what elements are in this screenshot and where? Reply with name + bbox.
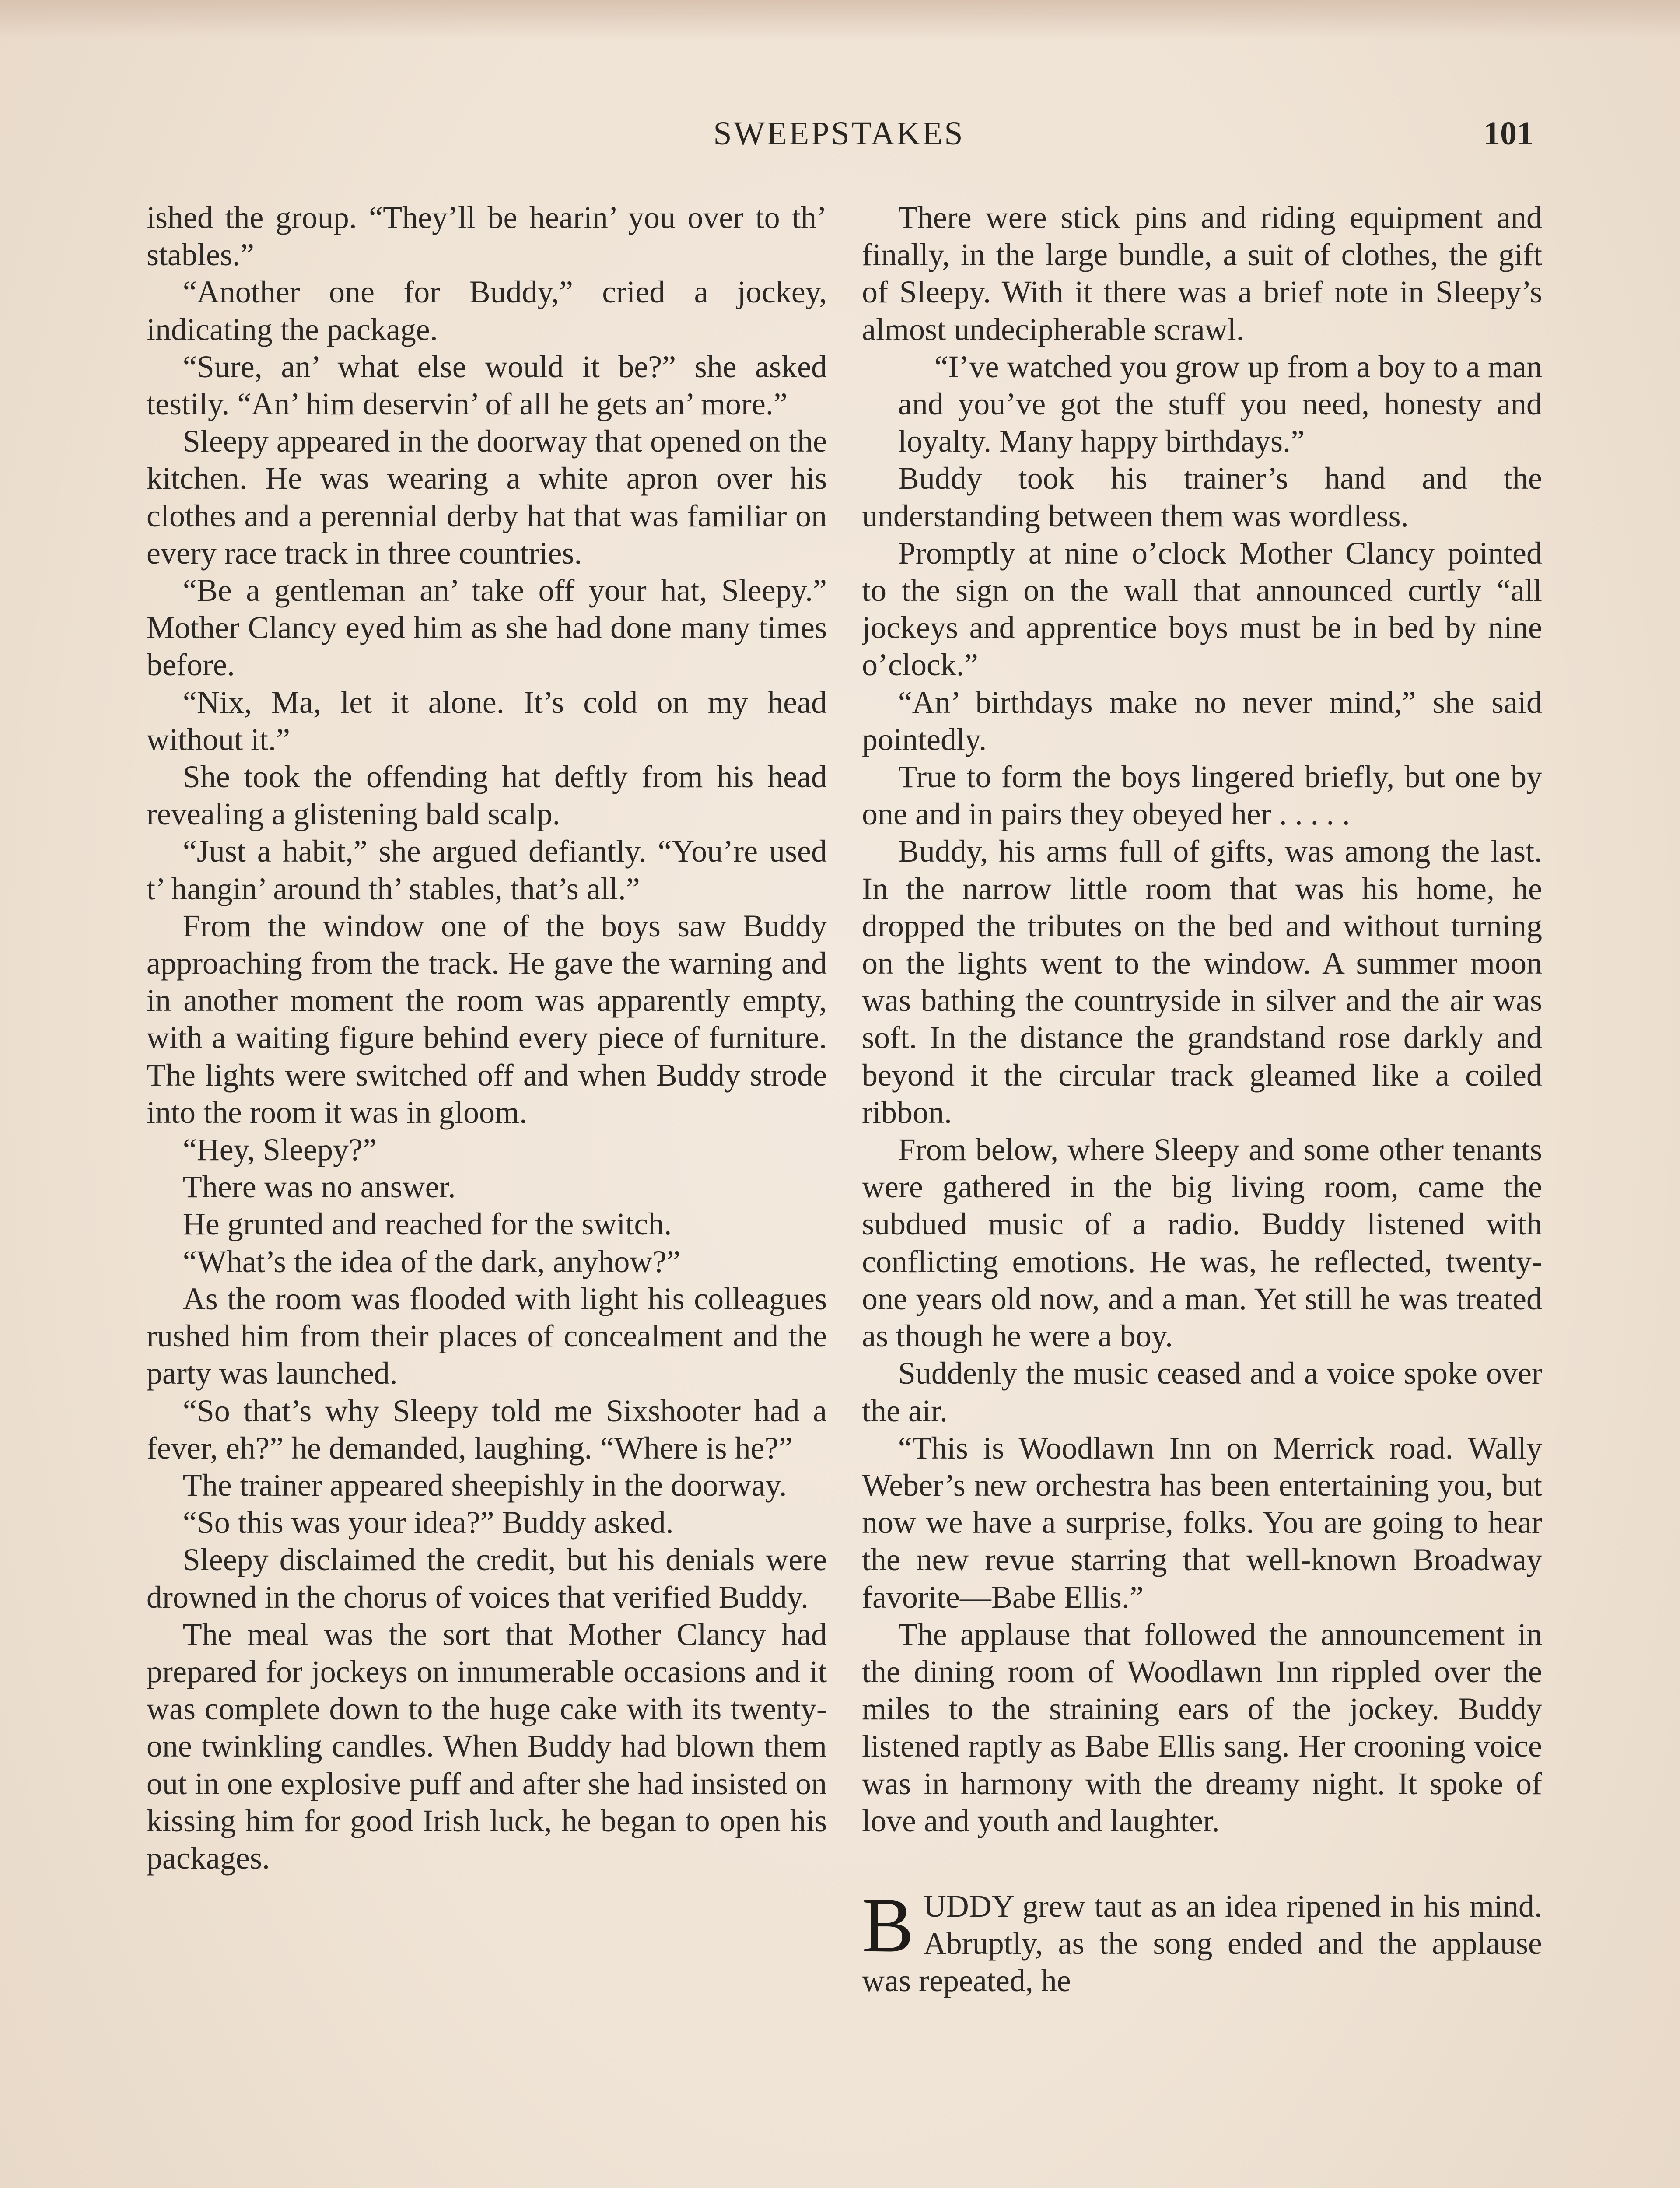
paragraph: “Nix, Ma, let it alone. It’s cold on my head without it.” xyxy=(147,684,827,757)
paragraph: “Sure, an’ what else would it be?” she asked testily. “An’ him deservin’ of all he gets an’ more.” xyxy=(147,349,827,422)
paragraph: “This is Woodlawn Inn on Merrick road. Wally Weber’s new orchestra has been entertaining you, but now we have a surprise, folks. You are going to hear the new revue starring that well-known Broadway favorite—Babe Ellis.” xyxy=(862,1430,1542,1615)
paragraph: “Just a habit,” she argued defiantly. “You’re used t’ hangin’ around th’ stables, that’s all.” xyxy=(147,834,827,906)
paragraph: There were stick pins and riding equipment and finally, in the large bundle, a suit of clothes, the gift of Sleepy. With it there was a brief note in Sleepy’s almost undecipherable scrawl. xyxy=(862,200,1542,347)
section-opening-paragraph xyxy=(862,1881,1542,2000)
paragraph: He grunted and reached for the switch. xyxy=(182,1206,672,1242)
paragraph: The meal was the sort that Mother Clancy had prepared for jockeys on innumerable occasions and it was complete down to the huge cake with its twenty-one twinkling candles. When Buddy had blown them out in one explosive puff and after she had insisted on kissing him for good Irish luck, he began to open his packages. xyxy=(147,1616,827,1876)
left-column xyxy=(147,199,827,2188)
paragraph: Suddenly the music ceased and a voice spoke over the air. xyxy=(862,1356,1542,1428)
paragraph: Sleepy disclaimed the credit, but his denials were drowned in the chorus of voices that verified Buddy. xyxy=(147,1542,827,1615)
paragraph: True to form the boys lingered briefly, but one by one and in pairs they obeyed her . . . . . xyxy=(862,759,1542,832)
right-column xyxy=(862,199,1542,2188)
section-opening-text: UDDY grew taut as an idea ripened in his mind. Abruptly, as the song ended and the applause was repeated, he xyxy=(862,1888,1542,1999)
paragraph: “What’s the idea of the dark, anyhow?” xyxy=(182,1244,681,1279)
paragraph: “Hey, Sleepy?” xyxy=(182,1132,377,1168)
section-break xyxy=(862,1840,1542,1888)
paragraph: “Be a gentleman an’ take off your hat, Sleepy.” Mother Clancy eyed him as she had done many times before. xyxy=(147,573,827,683)
quoted-note: “I’ve watched you grow up from a boy to a man and you’ve got the stuff you need, honesty and loyalty. Many happy birthdays.” xyxy=(898,349,1542,459)
paragraph: Buddy, his arms full of gifts, was among the last. In the narrow little room that was his home, he dropped the tributes on the bed and without turning on the lights went to the window. A summer moon was bathing the countryside in silver and the air was soft. In the distance the grandstand rose darkly and beyond it the circular track gleamed like a coiled ribbon. xyxy=(862,834,1542,1130)
page-top-shading xyxy=(0,0,1680,39)
paragraph: Buddy took his trainer’s hand and the understanding between them was wordless. xyxy=(862,461,1542,533)
page-number: 101 xyxy=(1484,115,1533,152)
paragraph: Promptly at nine o’clock Mother Clancy pointed to the sign on the wall that announced curtly “all jockeys and apprentice boys must be in bed by nine o’clock.” xyxy=(862,535,1542,683)
paragraph: From below, where Sleepy and some other tenants were gathered in the big living room, came the subdued music of a radio. Buddy listened with conflicting emotions. He was, he reflected, twenty-one years old now, and a man. Yet still he was treated as though he were a boy. xyxy=(862,1132,1542,1354)
paragraph: The applause that followed the announcement in the dining room of Woodlawn Inn rippled over the miles to the straining ears of the jockey. Buddy listened raptly as Babe Ellis sang. Her crooning voice was in harmony with the dreamy night. It spoke of love and youth and laughter. xyxy=(862,1616,1542,1838)
paragraph: “An’ birthdays make no never mind,” she said pointedly. xyxy=(862,684,1542,757)
paragraph: There was no answer. xyxy=(182,1169,456,1205)
page-header xyxy=(144,115,1533,163)
paragraph: Sleepy appeared in the doorway that opened on the kitchen. He was wearing a white apron over his clothes and a perennial derby hat that was familiar on every race track in three countries. xyxy=(147,424,827,571)
running-head: SWEEPSTAKES xyxy=(713,115,965,152)
paragraph: She took the offending hat deftly from his head revealing a glistening bald scalp. xyxy=(147,759,827,832)
paragraph: “So this was your idea?” Buddy asked. xyxy=(182,1505,674,1540)
paragraph: As the room was flooded with light his colleagues rushed him from their places of concealment and the party was launched. xyxy=(147,1281,827,1391)
paragraph: “So that’s why Sleepy told me Sixshooter had a fever, eh?” he demanded, laughing. “Where is he?” xyxy=(147,1393,827,1466)
paragraph: ished the group. “They’ll be hearin’ you over to th’ stables.” xyxy=(147,200,827,273)
paragraph: The trainer appeared sheepishly in the doorway. xyxy=(182,1467,787,1503)
drop-cap: B xyxy=(862,1881,914,1968)
paragraph: From the window one of the boys saw Buddy approaching from the track. He gave the warning and in another moment the room was apparently empty, with a waiting figure behind every piece of furniture. The lights were switched off and when Buddy strode into the room it was in gloom. xyxy=(147,908,827,1130)
paragraph: “Another one for Buddy,” cried a jockey, indicating the package. xyxy=(147,274,827,347)
